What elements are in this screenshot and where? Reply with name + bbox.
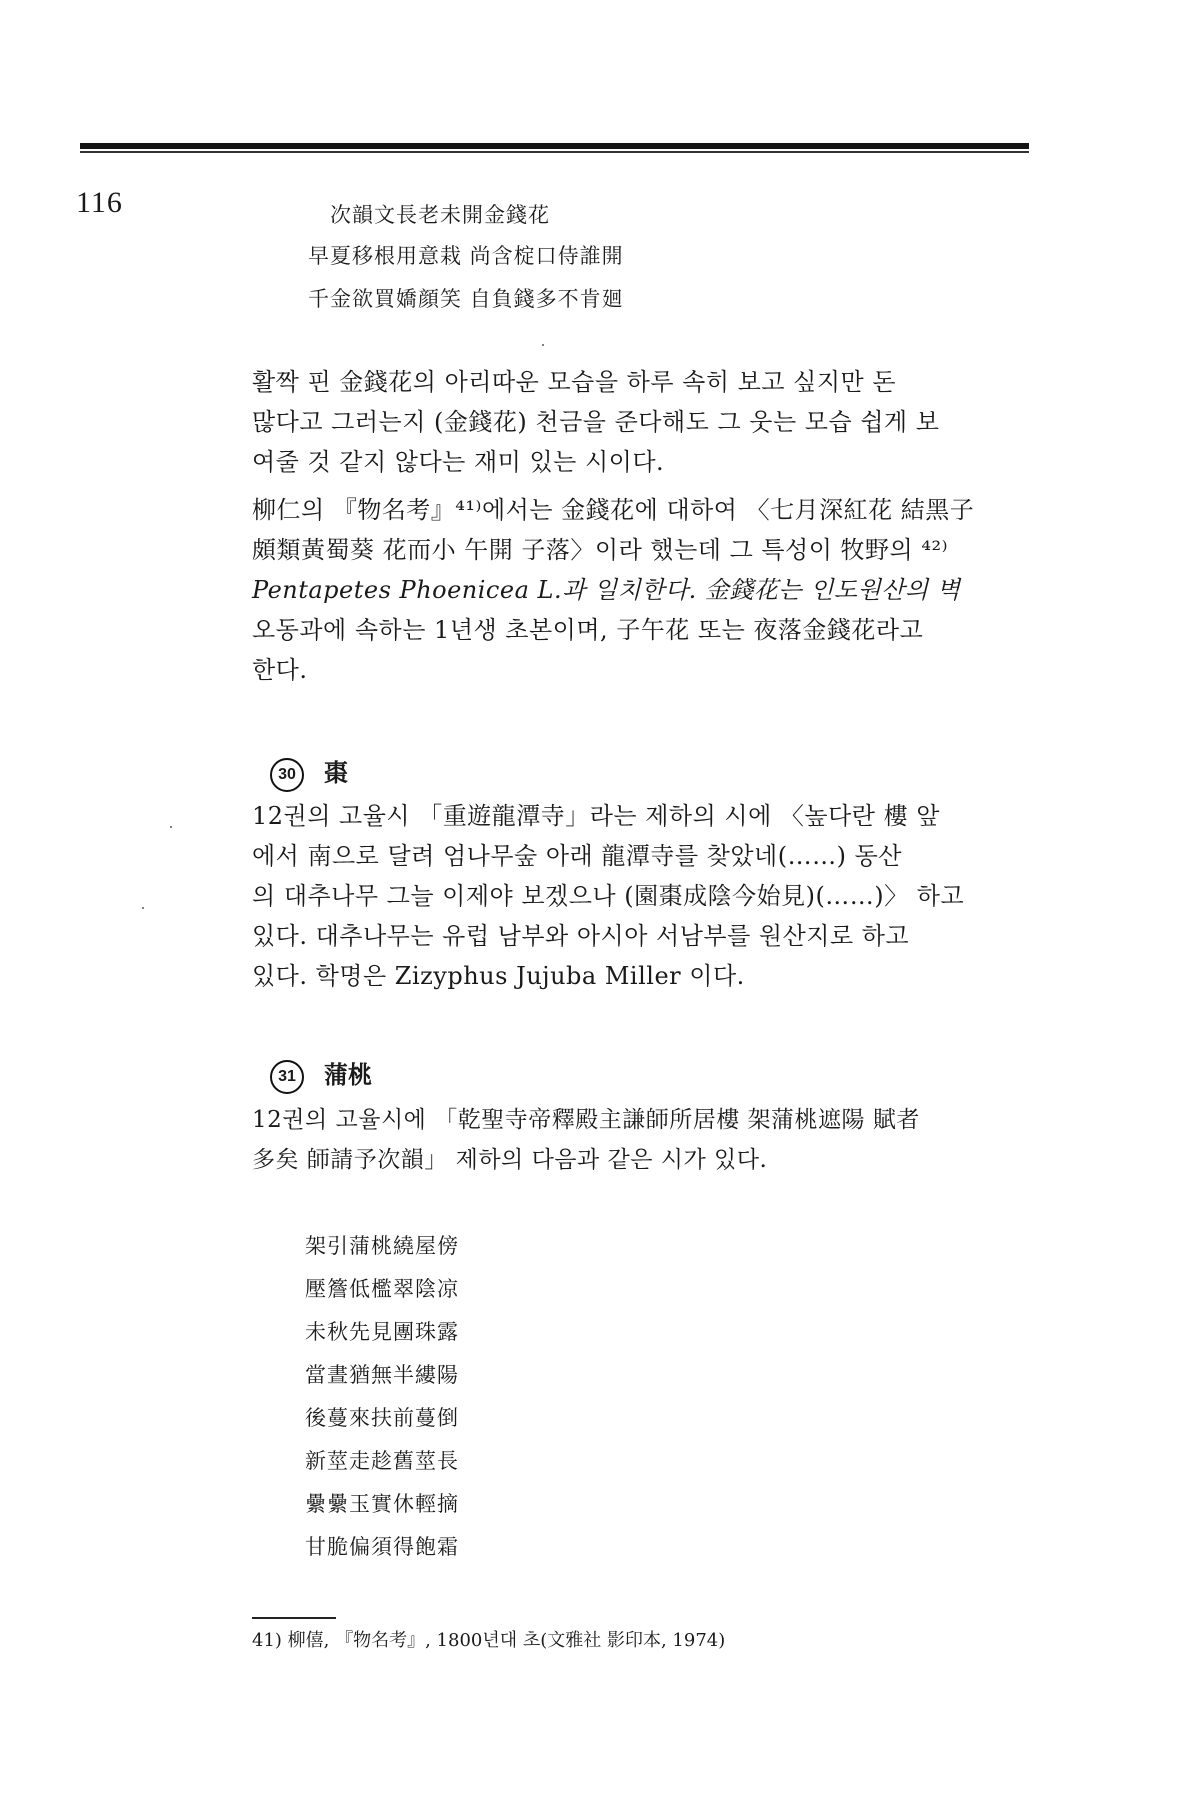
text-line: 한다. xyxy=(252,656,308,684)
section-title: 棗 xyxy=(324,758,348,787)
paragraph-kumjeonhwa-intro xyxy=(252,362,1032,482)
text-line: 오동과에 속하는 1년생 초본이며, 子午花 또는 夜落金錢花라고 xyxy=(252,616,924,644)
poem-title: 次韻文長老未開金錢花 xyxy=(330,203,550,227)
text-line: 활짝 핀 金錢花의 아리따운 모습을 하루 속히 보고 싶지만 돈 xyxy=(252,368,897,396)
footnote: 41) 柳僖, 『物名考』, 1800년대 초(文雅社 影印本, 1974) xyxy=(252,1630,726,1651)
section-heading-31 xyxy=(270,1055,372,1094)
scan-speck xyxy=(142,907,144,909)
page-number: 116 xyxy=(76,186,123,219)
poem-line: 千金欲買嬌顔笑 自負錢多不肯廻 xyxy=(308,287,624,311)
poem-line: 早夏移根用意栽 尚含椗口侍誰開 xyxy=(308,244,624,268)
section-heading-30 xyxy=(270,753,348,792)
paragraph-grape xyxy=(252,1100,1032,1180)
text-line: 에서 南으로 달려 엄나무숲 아래 龍潭寺를 찾았네(……) 동산 xyxy=(252,842,902,870)
section-number: 31 xyxy=(270,1060,304,1094)
paragraph-mulmyeonggo xyxy=(252,490,1032,690)
header-rule xyxy=(80,143,1029,149)
poem-line: 甘脆偏須得飽霜 xyxy=(305,1535,459,1559)
poem-line: 未秋先見團珠露 xyxy=(305,1320,459,1344)
paragraph-jujube xyxy=(252,796,1032,996)
text-line: 많다고 그러는지 (金錢花) 천금을 준다해도 그 웃는 모습 쉽게 보 xyxy=(252,408,940,436)
poem-line: 架引蒲桃繞屋傍 xyxy=(305,1234,459,1258)
scan-speck xyxy=(542,344,544,346)
text-line: 의 대추나무 그늘 이제야 보겠으나 (園棗成陰今始見)(……)〉 하고 xyxy=(252,882,965,910)
text-line: 있다. 대추나무는 유럽 남부와 아시아 서남부를 원산지로 하고 xyxy=(252,922,910,950)
section-title: 蒲桃 xyxy=(324,1060,372,1089)
section-number: 30 xyxy=(270,758,304,792)
scan-speck xyxy=(170,826,172,828)
poem-line: 後蔓來扶前蔓倒 xyxy=(305,1406,459,1430)
text-line: 頗類黃蜀葵 花而小 午開 子落〉이라 했는데 그 특성이 牧野의 ⁴²⁾ xyxy=(252,536,949,564)
text-line: Pentapetes Phoenicea L.과 일치한다. 金錢花는 인도원산의 벽 xyxy=(252,576,961,604)
poem-line: 當晝猶無半縷陽 xyxy=(305,1363,459,1387)
text-line: 12권의 고율시 「重遊龍潭寺」라는 제하의 시에 〈높다란 樓 앞 xyxy=(252,802,940,830)
text-line: 12권의 고율시에 「乾聖寺帝釋殿主謙師所居樓 架蒲桃遮陽 賦者 xyxy=(252,1107,920,1133)
poem-line: 壓簷低檻翠陰凉 xyxy=(305,1277,459,1301)
poem-line: 纍纍玉實休輕摘 xyxy=(305,1492,459,1516)
text-line: 여줄 것 같지 않다는 재미 있는 시이다. xyxy=(252,448,665,476)
header-rule-thin xyxy=(80,151,1029,153)
text-line: 多矣 師請予次韻」 제하의 다음과 같은 시가 있다. xyxy=(252,1147,768,1173)
text-line: 있다. 학명은 Zizyphus Jujuba Miller 이다. xyxy=(252,962,745,990)
poem-line: 新莖走趁舊莖長 xyxy=(305,1449,459,1473)
text-line: 柳仁의 『物名考』⁴¹⁾에서는 金錢花에 대하여 〈七月深紅花 結黑子 xyxy=(252,496,975,524)
footnote-rule xyxy=(252,1617,336,1619)
